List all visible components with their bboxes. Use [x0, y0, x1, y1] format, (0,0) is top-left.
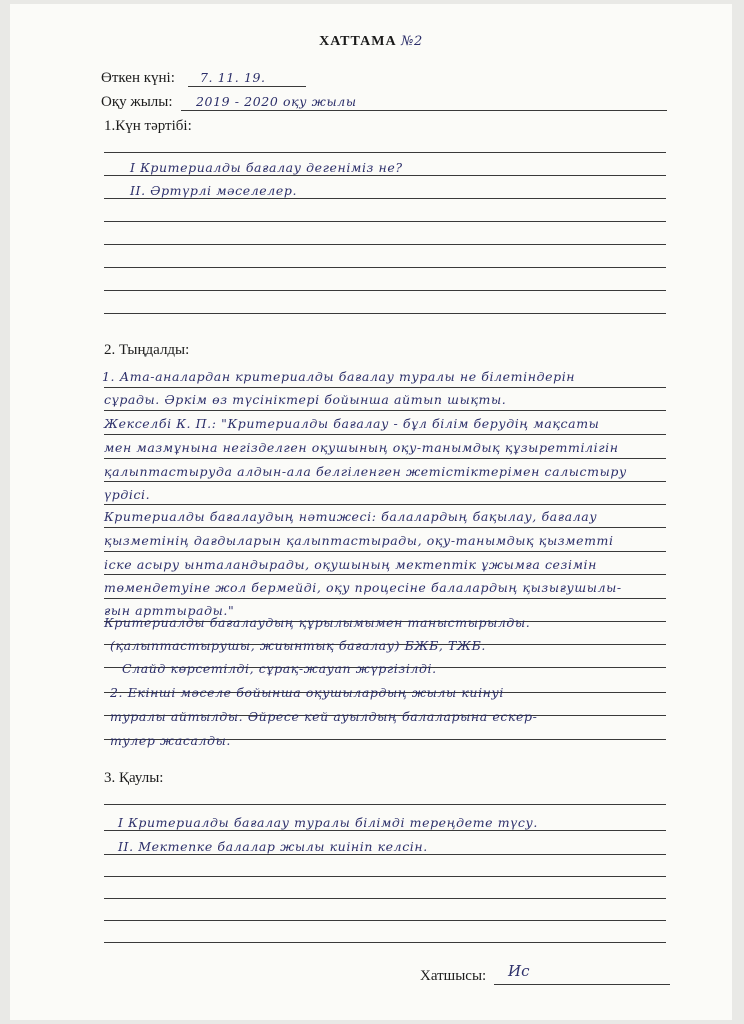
- rule-line: [104, 504, 666, 505]
- rule-line: [104, 527, 666, 528]
- rule-line: [104, 267, 666, 268]
- date-label: Өткен күні:: [101, 70, 175, 86]
- rule-line: [104, 942, 666, 943]
- rule-line: [104, 313, 666, 314]
- rule-line: [104, 876, 666, 877]
- heard-line: Критериалды бағалаудың құрылымымен таныстырылды.: [104, 615, 531, 630]
- heard-line: қызметінің дағдыларын қалыптастырады, оқу-танымдық қызметті: [104, 533, 614, 548]
- rule-line: [104, 804, 666, 805]
- secretary-label: Хатшысы:: [420, 968, 487, 984]
- resolution-item: II. Мектепке балалар жылы киініп келсін.: [118, 839, 428, 854]
- heard-line: іске асыру ынталандырады, оқушының мектептік ұжымға сезімін: [104, 557, 597, 572]
- rule-line: [104, 221, 666, 222]
- heard-title: 2. Тыңдалды:: [104, 342, 190, 358]
- rule-line: [104, 898, 666, 899]
- page-title: [10, 34, 732, 50]
- year-value: 2019 - 2020 оқу жылы: [196, 94, 357, 109]
- heard-line: Критериалды бағалаудың нәтижесі: балалардың бақылау, бағалау: [104, 509, 598, 524]
- heard-line: Жекселбі К. П.: "Критериалды бағалау - бұл білім берудің мақсаты: [104, 416, 600, 431]
- heard-line: 2. Екінші мәселе бойынша оқушылардың жылы киінуі: [110, 685, 504, 700]
- agenda-item: I Критериалды бағалау дегеніміз не?: [130, 160, 403, 175]
- rule-line: [104, 198, 666, 199]
- heard-line: төмендетуіне жол бермейді, оқу процесіне балалардың қызығушылы-: [104, 580, 622, 595]
- rule-line: [104, 290, 666, 291]
- rule-line: [104, 854, 666, 855]
- resolution-title: 3. Қаулы:: [104, 770, 164, 786]
- rule-line: [104, 830, 666, 831]
- secretary-signature: Ис: [508, 962, 530, 980]
- rule-line: [104, 920, 666, 921]
- rule-line: [104, 387, 666, 388]
- rule-line: [104, 598, 666, 599]
- rule-line: [104, 410, 666, 411]
- year-label: Оқу жылы:: [101, 94, 173, 110]
- heard-line: Слайд көрсетілді, сұрақ-жауап жүргізілді.: [122, 661, 437, 676]
- rule-line: [104, 481, 666, 482]
- protocol-number: №2: [401, 34, 423, 49]
- rule-line: [104, 175, 666, 176]
- rule-line: [104, 574, 666, 575]
- agenda-item: II. Әртүрлі мәселелер.: [130, 183, 298, 198]
- date-value: 7. 11. 19.: [200, 70, 266, 85]
- heard-line: үрдісі.: [104, 487, 151, 502]
- title-text: ХАТТАМА: [319, 34, 397, 49]
- heard-line: (қалыптастырушы, жиынтық бағалау) БЖБ, ТЖБ.: [110, 638, 486, 653]
- rule-line: [104, 244, 666, 245]
- heard-line: 1. Ата-аналардан критериалды бағалау туралы не білетіндерін: [102, 369, 576, 384]
- heard-line: сұрады. Әркім өз түсініктері бойынша айтып шықты.: [104, 392, 507, 407]
- heard-line: туралы айтылды. Әйресе кей ауылдың балаларына ескер-: [110, 709, 538, 724]
- rule-line: [104, 551, 666, 552]
- rule-line: [104, 152, 666, 153]
- heard-line: мен мазмұнына негізделген оқушының оқу-танымдық құзыреттілігін: [104, 440, 619, 455]
- agenda-title: 1.Күн тәртібі:: [104, 118, 192, 134]
- document-page: [10, 4, 732, 1020]
- rule-line: [104, 458, 666, 459]
- heard-line: ғын арттырады.": [104, 603, 235, 618]
- heard-line: тулер жасалды.: [110, 733, 231, 748]
- rule-line: [104, 434, 666, 435]
- heard-line: қалыптастыруда алдын-ала белгіленген жетістіктерімен салыстыру: [104, 464, 627, 479]
- resolution-item: I Критериалды бағалау туралы білімді тереңдете түсу.: [118, 815, 538, 830]
